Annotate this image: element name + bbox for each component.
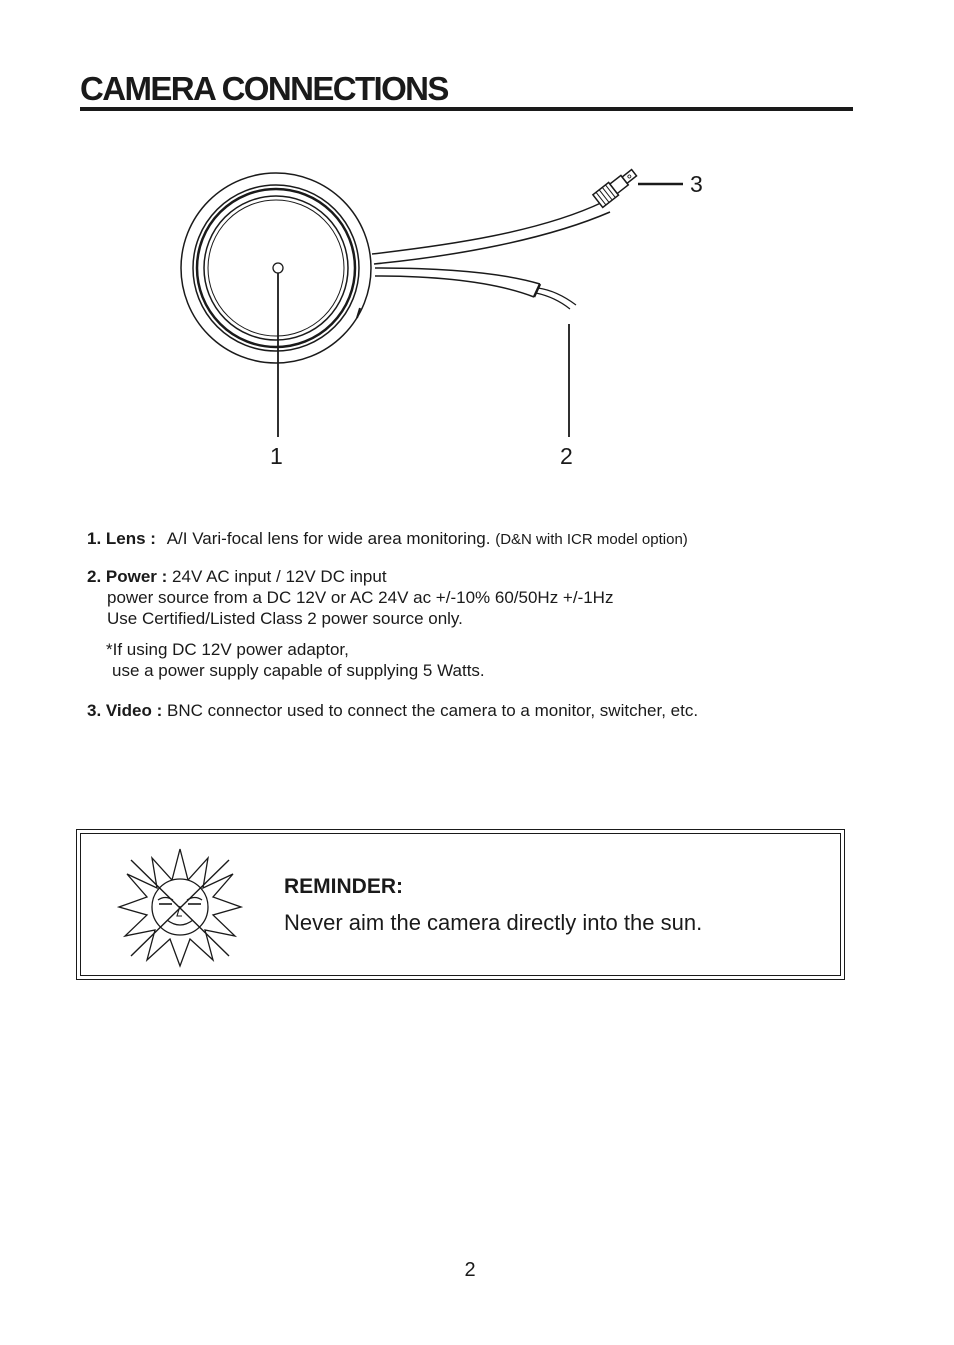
item-line: Use Certified/Listed Class 2 power source only. [107,609,463,628]
page-number: 2 [464,1259,476,1281]
list-item-power [87,566,613,681]
item-text: BNC connector used to connect the camera to a monitor, switcher, etc. [167,701,699,720]
reminder-title: REMINDER: [284,875,403,898]
power-wire-1 [538,288,576,305]
item-label: 2. Power : [87,567,168,586]
power-wire-2 [536,293,570,309]
title-underline [80,107,853,111]
power-cable-edge [375,276,534,297]
item-note: use a power supply capable of supplying 5 Watts. [112,661,485,680]
item-text: 24V AC input / 12V DC input [172,567,387,586]
camera-diagram [0,140,954,480]
item-line: power source from a DC 12V or AC 24V ac +/-10% 60/50Hz +/-1Hz [107,588,614,607]
sun-warning-icon [117,844,243,970]
callout-label-3: 3 [690,171,703,197]
lens-point [273,263,283,273]
reminder-text: Never aim the camera directly into the sun. [284,910,703,935]
item-note: (D&N with ICR model option) [495,531,688,548]
video-cable-edge [374,212,610,264]
power-cable-end [534,284,540,297]
callout-label-2: 2 [560,443,573,469]
item-label: 3. Video : [87,701,163,720]
item-note: *If using DC 12V power adaptor, [106,640,349,659]
bnc-connector [593,166,639,207]
page-title: CAMERA CONNECTIONS [80,70,448,107]
list-item-lens [87,528,688,550]
item-label: 1. Lens : [87,529,156,548]
callout-label-1: 1 [270,443,283,469]
item-text: A/I Vari-focal lens for wide area monitoring. [166,529,491,548]
list-item-video [87,700,698,721]
reminder-box [76,829,845,980]
